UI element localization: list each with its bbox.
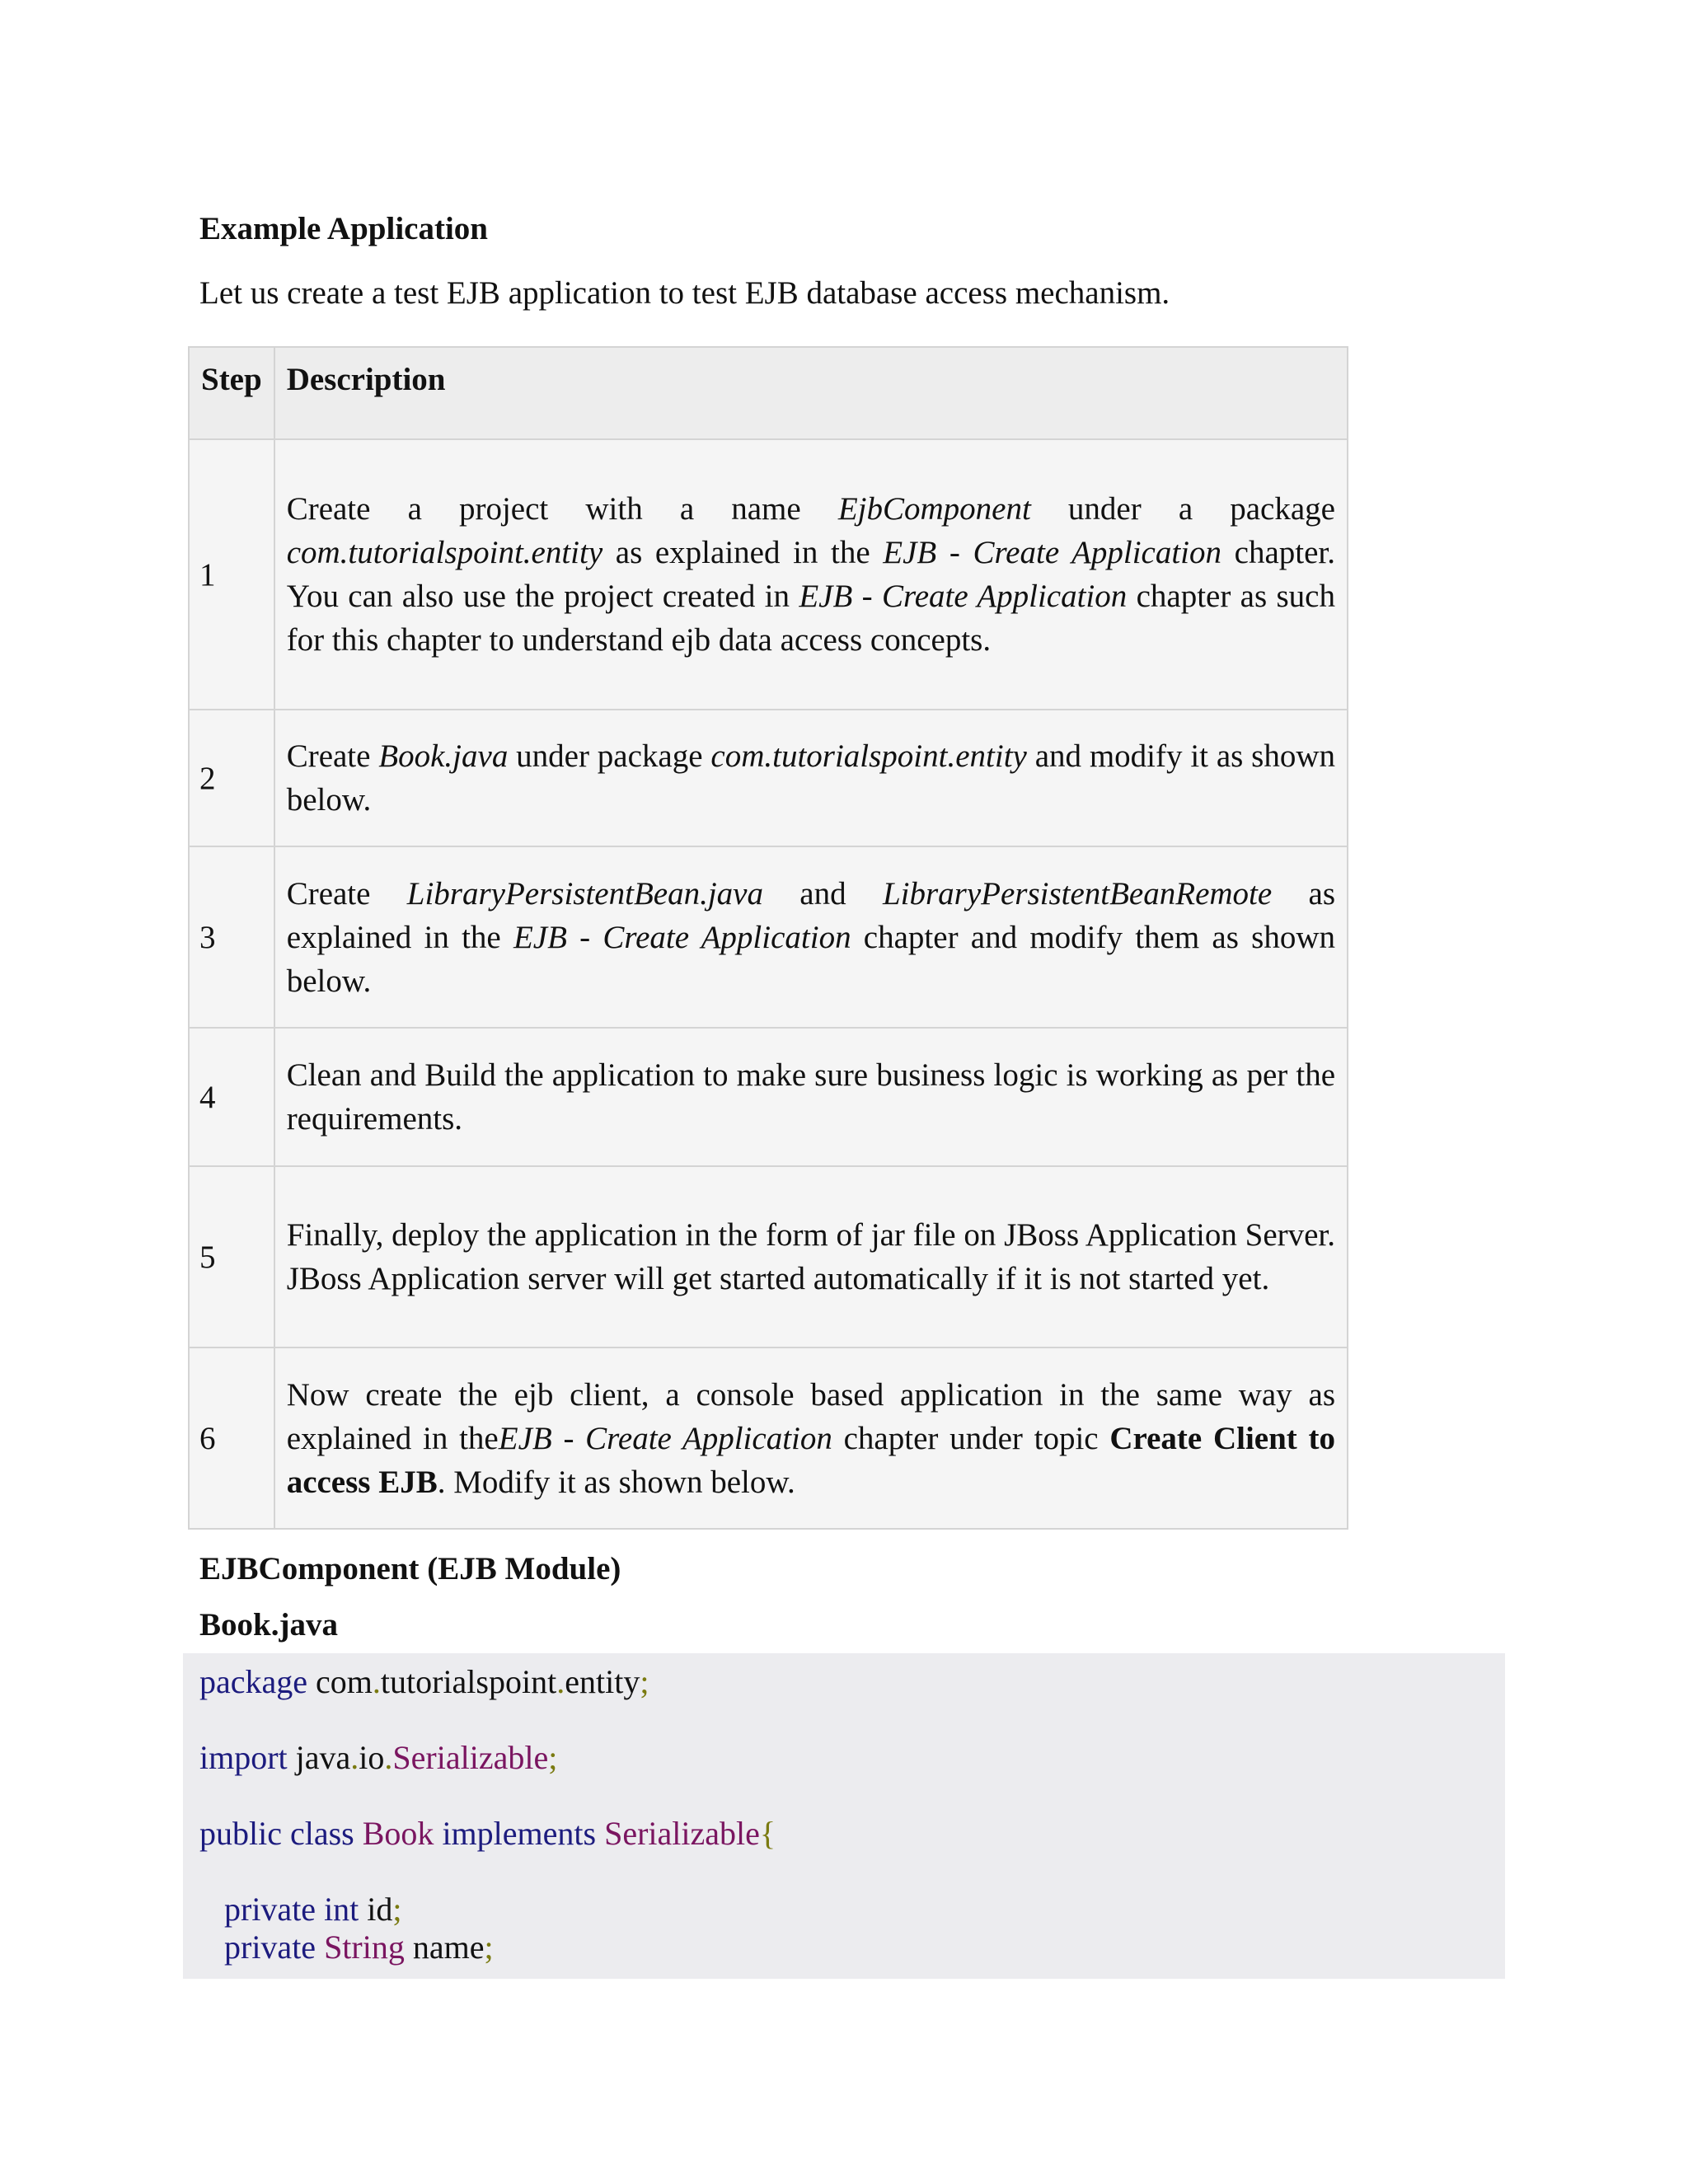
code-token: private bbox=[224, 1929, 316, 1966]
step-number: 2 bbox=[189, 710, 274, 846]
step-number: 1 bbox=[189, 439, 274, 710]
code-token: ; bbox=[548, 1739, 558, 1776]
description-text-run: Create bbox=[286, 738, 379, 774]
code-token: Serializable bbox=[392, 1739, 549, 1776]
code-line bbox=[199, 1891, 402, 1929]
description-text-run: Create bbox=[286, 875, 407, 912]
code-token: java bbox=[287, 1739, 351, 1776]
code-line bbox=[199, 1815, 776, 1853]
code-token bbox=[354, 1815, 363, 1852]
code-line bbox=[199, 1663, 649, 1701]
step-number: 4 bbox=[189, 1028, 274, 1166]
intro-paragraph: Let us create a test EJB application to test EJB database access mechanism. bbox=[199, 275, 1170, 311]
module-title: EJBComponent (EJB Module) bbox=[199, 1551, 621, 1586]
code-token bbox=[199, 1891, 224, 1928]
code-token: int bbox=[324, 1891, 359, 1928]
code-token: tutorialspoint bbox=[380, 1663, 557, 1700]
section-title: Example Application bbox=[199, 211, 488, 246]
description-text-run: EJB - Create Application bbox=[498, 1420, 832, 1456]
step-number: 3 bbox=[189, 846, 274, 1028]
description-text-run: chapter as such for this chapter to understand ejb data access concepts. bbox=[286, 579, 1335, 658]
code-token: String bbox=[324, 1929, 405, 1966]
description-text-run: Now create the ejb client, a console based application in the same way as explained in the bbox=[286, 1376, 1335, 1456]
table-row bbox=[189, 1166, 1348, 1347]
description-text-run: as explained in the bbox=[603, 535, 884, 570]
description-text-run: com.tutorialspoint.entity bbox=[710, 738, 1027, 774]
code-token: com bbox=[307, 1663, 373, 1700]
description-text-run: . Modify it as shown below. bbox=[437, 1464, 795, 1500]
description-text-run: chapter and modify them as shown below. bbox=[286, 919, 1335, 999]
description-text-run: chapter. You can also use the project created in bbox=[286, 535, 1335, 614]
description-text-run: EJB - Create Application bbox=[883, 535, 1222, 570]
description-text-run: Create Client to access EJB bbox=[286, 1420, 1335, 1500]
code-token bbox=[434, 1815, 442, 1852]
code-token: id bbox=[359, 1891, 393, 1928]
description-text-run: LibraryPersistentBeanRemote bbox=[882, 875, 1273, 912]
description-text-run: LibraryPersistentBean.java bbox=[406, 875, 763, 912]
step-description bbox=[274, 1028, 1348, 1166]
code-token: ; bbox=[484, 1929, 494, 1966]
description-text-run: EjbComponent bbox=[837, 491, 1031, 527]
table-row bbox=[189, 846, 1348, 1028]
code-token: { bbox=[759, 1815, 776, 1852]
description-text-run: EJB - Create Application bbox=[799, 579, 1128, 614]
description-text-run: Create a project with a name bbox=[286, 491, 838, 527]
step-number: 5 bbox=[189, 1166, 274, 1347]
code-token: Serializable bbox=[604, 1815, 760, 1852]
description-text-run: and modify it as shown below. bbox=[286, 738, 1336, 818]
code-token: class bbox=[289, 1815, 354, 1852]
step-description bbox=[274, 710, 1348, 846]
table-row bbox=[189, 439, 1348, 710]
description-text-run: Clean and Build the application to make sure business logic is working as per the requirements. bbox=[286, 1057, 1335, 1137]
step-description bbox=[274, 439, 1348, 710]
code-token: Book bbox=[362, 1815, 434, 1852]
code-token: import bbox=[199, 1739, 288, 1776]
step-column-header: Step bbox=[189, 347, 274, 439]
step-description bbox=[274, 1347, 1348, 1529]
step-description bbox=[274, 1166, 1348, 1347]
code-token: implements bbox=[442, 1815, 597, 1852]
code-token: public bbox=[199, 1815, 282, 1852]
code-token: io bbox=[359, 1739, 385, 1776]
code-token: . bbox=[384, 1739, 393, 1776]
code-line bbox=[199, 1929, 494, 1966]
code-token bbox=[316, 1891, 324, 1928]
description-text-run: EJB - Create Application bbox=[513, 919, 851, 955]
description-text-run: Book.java bbox=[378, 738, 509, 774]
table-row bbox=[189, 710, 1348, 846]
description-text-run: Finally, deploy the application in the form of jar file on JBoss Application Server. JBoss Application server will get started automatically if it is not started yet. bbox=[286, 1217, 1336, 1296]
description-column-header: Description bbox=[274, 347, 1348, 439]
code-token: . bbox=[350, 1739, 359, 1776]
code-token: ; bbox=[640, 1663, 649, 1700]
code-token: name bbox=[404, 1929, 485, 1966]
steps-table bbox=[188, 346, 1348, 1530]
code-token bbox=[596, 1815, 604, 1852]
code-line bbox=[199, 1739, 557, 1777]
code-token bbox=[199, 1929, 224, 1966]
code-token: ; bbox=[392, 1891, 402, 1928]
description-text-run: and bbox=[762, 875, 883, 912]
code-token: . bbox=[372, 1663, 381, 1700]
code-block bbox=[183, 1653, 1505, 1979]
file-title: Book.java bbox=[199, 1607, 338, 1643]
description-text-run: under package bbox=[508, 738, 711, 774]
description-text-run: under a package bbox=[1030, 491, 1335, 527]
code-token: . bbox=[556, 1663, 565, 1700]
description-text-run: chapter under topic bbox=[832, 1420, 1110, 1456]
table-row bbox=[189, 1028, 1348, 1166]
code-token: private bbox=[224, 1891, 316, 1928]
description-text-run: as explained in the bbox=[286, 875, 1335, 955]
step-description bbox=[274, 846, 1348, 1028]
code-token: package bbox=[199, 1663, 308, 1700]
code-token bbox=[282, 1815, 290, 1852]
description-text-run: com.tutorialspoint.entity bbox=[286, 535, 603, 570]
code-token: entity bbox=[565, 1663, 640, 1700]
table-row bbox=[189, 1347, 1348, 1529]
step-number: 6 bbox=[189, 1347, 274, 1529]
code-token bbox=[316, 1929, 324, 1966]
table-header-row bbox=[189, 347, 1348, 439]
